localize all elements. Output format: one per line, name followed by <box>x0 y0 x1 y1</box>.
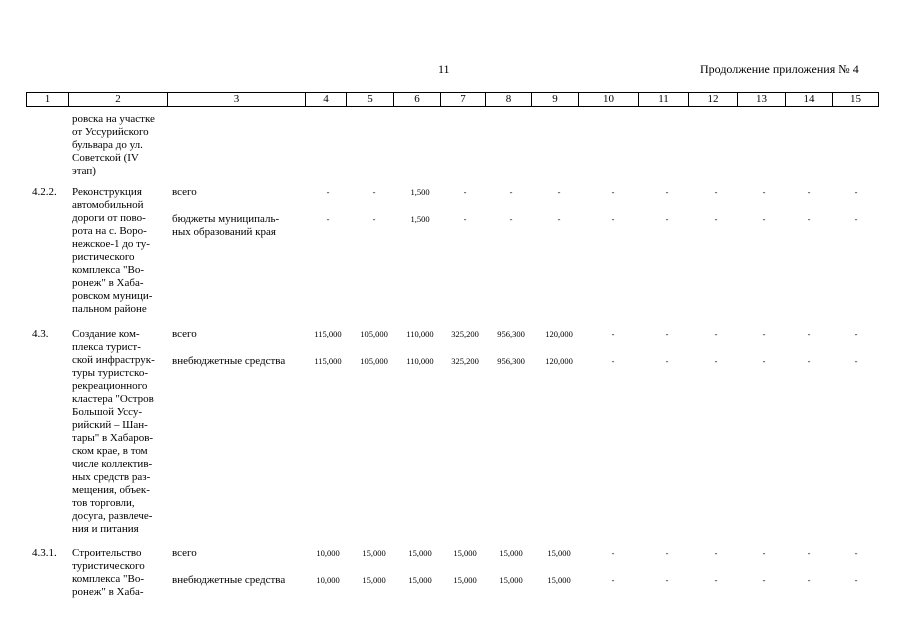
funding-value: - <box>509 187 513 197</box>
funding-value: 1,500 <box>410 214 430 224</box>
funding-value: 15,000 <box>362 575 386 585</box>
funding-value: - <box>557 214 561 224</box>
funding-source-label: внебюджетные средства <box>172 574 286 586</box>
row-number: 4.3. <box>32 328 49 340</box>
funding-value: - <box>807 214 811 224</box>
funding-value: - <box>463 214 467 224</box>
funding-value: - <box>665 329 669 339</box>
column-header: 12 <box>688 92 738 107</box>
funding-value: - <box>854 187 858 197</box>
funding-value: - <box>665 575 669 585</box>
funding-value: - <box>714 187 718 197</box>
funding-value: - <box>509 214 513 224</box>
funding-value: - <box>714 548 718 558</box>
funding-value: - <box>714 575 718 585</box>
funding-value: - <box>854 214 858 224</box>
funding-value: - <box>665 187 669 197</box>
funding-value: - <box>326 214 330 224</box>
funding-value: - <box>854 356 858 366</box>
funding-value: 110,000 <box>406 329 434 339</box>
funding-value: 105,000 <box>360 329 388 339</box>
column-header: 13 <box>737 92 786 107</box>
funding-value: - <box>665 548 669 558</box>
funding-value: - <box>854 548 858 558</box>
funding-value: 15,000 <box>362 548 386 558</box>
row-number: 4.2.2. <box>32 186 57 198</box>
funding-value: 1,500 <box>410 187 430 197</box>
funding-value: 110,000 <box>406 356 434 366</box>
funding-value: 10,000 <box>316 548 340 558</box>
funding-value: - <box>762 187 766 197</box>
column-header: 5 <box>346 92 394 107</box>
column-header: 11 <box>638 92 689 107</box>
funding-value: - <box>807 548 811 558</box>
funding-value: 120,000 <box>545 329 573 339</box>
funding-value: 15,000 <box>408 548 432 558</box>
funding-value: 115,000 <box>314 329 342 339</box>
table-header <box>27 92 879 107</box>
funding-value: 10,000 <box>316 575 340 585</box>
funding-value: 120,000 <box>545 356 573 366</box>
page-number: 11 <box>438 62 450 76</box>
funding-value: 15,000 <box>547 575 571 585</box>
row-description: Реконструкция автомобильной дороги от пово- рота на с. Воро- нежское-1 до ту- ристического комплекса "Во- ронеж" в Хаба- ровском муници- пальном районе <box>72 186 153 315</box>
funding-value: 15,000 <box>408 575 432 585</box>
funding-value: 956,300 <box>497 356 525 366</box>
funding-value: - <box>854 575 858 585</box>
row-description: Строительство туристического комплекса "Во- ронеж" в Хаба- <box>72 547 145 598</box>
row-description: Создание ком- плекса турист- ской инфраструк- туры туристско- рекреационного кластера "Остров Большой Уссу- рийский – Шан- тары" в Хабаров- ском крае, в том числе коллектив- ных средств раз- мещения, объек- тов торговли, досуга, развлече- ния и питания <box>72 328 155 535</box>
row-description: ровска на участке от Уссурийского бульвара до ул. Советской (IV этап) <box>72 113 155 177</box>
funding-value: - <box>611 214 615 224</box>
row-number: 4.3.1. <box>32 547 57 559</box>
funding-value: - <box>762 329 766 339</box>
funding-value: - <box>463 187 467 197</box>
funding-value: - <box>762 356 766 366</box>
funding-value: - <box>807 356 811 366</box>
funding-value: - <box>611 329 615 339</box>
funding-value: - <box>807 187 811 197</box>
funding-value: - <box>611 548 615 558</box>
funding-value: 325,200 <box>451 329 479 339</box>
funding-value: - <box>762 214 766 224</box>
funding-source-label: всего <box>172 186 197 198</box>
column-header: 8 <box>485 92 532 107</box>
column-header: 14 <box>785 92 833 107</box>
funding-value: - <box>611 575 615 585</box>
funding-source-label: бюджеты муниципаль- ных образований края <box>172 213 280 238</box>
funding-value: 15,000 <box>499 575 523 585</box>
funding-value: 15,000 <box>547 548 571 558</box>
continuation-label: Продолжение приложения № 4 <box>700 62 859 76</box>
funding-value: 105,000 <box>360 356 388 366</box>
funding-value: - <box>557 187 561 197</box>
funding-value: - <box>714 329 718 339</box>
funding-source-label: всего <box>172 328 197 340</box>
funding-value: - <box>665 356 669 366</box>
funding-value: - <box>854 329 858 339</box>
column-header: 6 <box>393 92 441 107</box>
column-header: 9 <box>531 92 579 107</box>
funding-value: - <box>665 214 669 224</box>
funding-value: - <box>807 329 811 339</box>
column-header: 1 <box>26 92 69 107</box>
funding-value: 956,300 <box>497 329 525 339</box>
column-header: 4 <box>305 92 347 107</box>
funding-value: 115,000 <box>314 356 342 366</box>
funding-value: 15,000 <box>499 548 523 558</box>
funding-value: - <box>714 214 718 224</box>
funding-value: - <box>611 356 615 366</box>
funding-value: - <box>762 548 766 558</box>
funding-source-label: всего <box>172 547 197 559</box>
funding-value: - <box>372 187 376 197</box>
column-header: 2 <box>68 92 168 107</box>
funding-value: 15,000 <box>453 548 477 558</box>
funding-value: 15,000 <box>453 575 477 585</box>
column-header: 3 <box>167 92 306 107</box>
funding-value: - <box>762 575 766 585</box>
column-header: 15 <box>832 92 879 107</box>
funding-value: - <box>611 187 615 197</box>
funding-value: - <box>372 214 376 224</box>
funding-value: 325,200 <box>451 356 479 366</box>
column-header: 10 <box>578 92 639 107</box>
funding-value: - <box>326 187 330 197</box>
funding-value: - <box>807 575 811 585</box>
column-header: 7 <box>440 92 486 107</box>
funding-source-label: внебюджетные средства <box>172 355 286 367</box>
funding-value: - <box>714 356 718 366</box>
